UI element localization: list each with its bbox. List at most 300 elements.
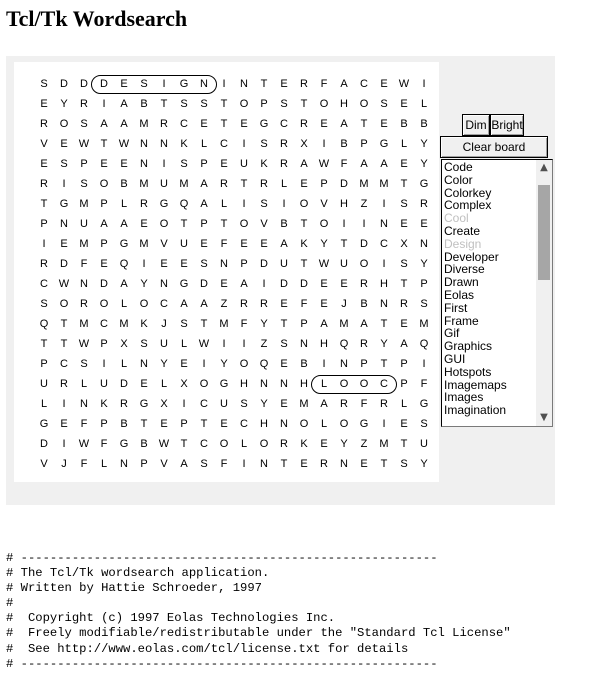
grid-letter[interactable]: Y: [420, 138, 428, 150]
grid-letter[interactable]: W: [58, 278, 70, 290]
grid-letter[interactable]: P: [100, 198, 108, 210]
grid-letter[interactable]: E: [320, 298, 328, 310]
grid-letter[interactable]: U: [160, 178, 168, 190]
grid-letter[interactable]: P: [240, 258, 248, 270]
grid-letter[interactable]: E: [280, 358, 288, 370]
grid-letter[interactable]: E: [420, 218, 428, 230]
grid-letter[interactable]: Q: [179, 198, 189, 210]
grid-letter[interactable]: A: [400, 338, 408, 350]
grid-letter[interactable]: C: [280, 118, 288, 130]
grid-letter[interactable]: L: [400, 138, 408, 150]
grid-letter[interactable]: X: [400, 238, 408, 250]
grid-letter[interactable]: W: [158, 438, 170, 450]
grid-letter[interactable]: S: [280, 338, 288, 350]
grid-letter[interactable]: E: [280, 78, 288, 90]
grid-letter[interactable]: E: [40, 98, 48, 110]
grid-letter[interactable]: Q: [119, 258, 129, 270]
grid-letter[interactable]: W: [78, 338, 90, 350]
grid-letter[interactable]: F: [300, 298, 308, 310]
grid-letter[interactable]: L: [280, 178, 288, 190]
grid-letter[interactable]: V: [40, 458, 48, 470]
grid-letter[interactable]: E: [380, 78, 388, 90]
grid-letter[interactable]: R: [220, 178, 228, 190]
grid-letter[interactable]: R: [320, 458, 328, 470]
grid-letter[interactable]: A: [120, 118, 128, 130]
grid-letter[interactable]: R: [240, 298, 248, 310]
grid-letter[interactable]: Y: [60, 98, 68, 110]
grid-letter[interactable]: I: [322, 358, 326, 370]
grid-letter[interactable]: T: [400, 178, 408, 190]
grid-letter[interactable]: I: [362, 218, 366, 230]
grid-letter[interactable]: R: [120, 398, 128, 410]
grid-letter[interactable]: H: [260, 418, 268, 430]
grid-letter[interactable]: I: [422, 358, 426, 370]
grid-letter[interactable]: R: [400, 298, 408, 310]
grid-letter[interactable]: S: [260, 198, 268, 210]
grid-letter[interactable]: Z: [360, 438, 368, 450]
grid-letter[interactable]: T: [280, 318, 288, 330]
grid-letter[interactable]: E: [300, 458, 308, 470]
grid-letter[interactable]: I: [422, 78, 426, 90]
grid-letter[interactable]: R: [300, 118, 308, 130]
word-list-item[interactable]: Color: [444, 172, 473, 187]
grid-letter[interactable]: Y: [340, 438, 348, 450]
grid-letter[interactable]: A: [100, 118, 108, 130]
grid-letter[interactable]: E: [100, 258, 108, 270]
grid-letter[interactable]: M: [139, 118, 149, 130]
grid-letter[interactable]: N: [140, 158, 148, 170]
grid-letter[interactable]: P: [300, 318, 308, 330]
grid-letter[interactable]: S: [380, 98, 388, 110]
grid-letter[interactable]: O: [319, 98, 329, 110]
grid-letter[interactable]: U: [420, 438, 428, 450]
grid-letter[interactable]: F: [220, 458, 228, 470]
grid-letter[interactable]: N: [160, 138, 168, 150]
grid-letter[interactable]: J: [161, 318, 167, 330]
grid-letter[interactable]: I: [222, 78, 226, 90]
grid-letter[interactable]: G: [419, 398, 429, 410]
grid-letter[interactable]: W: [318, 258, 330, 270]
grid-letter[interactable]: I: [242, 198, 246, 210]
grid-letter[interactable]: A: [240, 278, 248, 290]
grid-letter[interactable]: A: [200, 178, 208, 190]
grid-letter[interactable]: S: [240, 398, 248, 410]
grid-letter[interactable]: I: [202, 358, 206, 370]
bright-button[interactable]: Bright: [490, 114, 524, 136]
grid-letter[interactable]: Y: [160, 358, 168, 370]
grid-letter[interactable]: T: [300, 98, 308, 110]
grid-letter[interactable]: G: [379, 138, 389, 150]
word-list-item[interactable]: Developer: [444, 249, 499, 264]
grid-letter[interactable]: Y: [260, 398, 268, 410]
grid-letter[interactable]: S: [180, 98, 188, 110]
grid-letter[interactable]: S: [400, 198, 408, 210]
grid-letter[interactable]: T: [300, 218, 308, 230]
grid-letter[interactable]: B: [120, 418, 128, 430]
word-list-item[interactable]: First: [444, 300, 468, 315]
grid-letter[interactable]: Q: [419, 338, 429, 350]
grid-letter[interactable]: P: [200, 158, 208, 170]
grid-letter[interactable]: V: [260, 218, 268, 230]
grid-letter[interactable]: H: [320, 338, 328, 350]
grid-letter[interactable]: T: [160, 98, 168, 110]
grid-letter[interactable]: L: [220, 198, 228, 210]
grid-letter[interactable]: C: [180, 118, 188, 130]
grid-letter[interactable]: G: [259, 118, 269, 130]
grid-letter[interactable]: X: [300, 138, 308, 150]
grid-letter[interactable]: G: [359, 418, 369, 430]
grid-letter[interactable]: R: [280, 138, 288, 150]
grid-letter[interactable]: Q: [259, 358, 269, 370]
grid-letter[interactable]: F: [340, 158, 348, 170]
grid-letter[interactable]: G: [179, 278, 189, 290]
grid-letter[interactable]: W: [398, 78, 410, 90]
grid-letter[interactable]: U: [160, 338, 168, 350]
grid-letter[interactable]: E: [220, 278, 228, 290]
grid-letter[interactable]: A: [300, 158, 308, 170]
grid-letter[interactable]: A: [340, 78, 348, 90]
grid-letter[interactable]: E: [100, 158, 108, 170]
grid-letter[interactable]: E: [60, 138, 68, 150]
grid-letter[interactable]: T: [180, 438, 188, 450]
grid-letter[interactable]: T: [260, 78, 268, 90]
grid-letter[interactable]: W: [198, 338, 210, 350]
grid-letter[interactable]: Q: [39, 318, 49, 330]
grid-letter[interactable]: E: [400, 418, 408, 430]
grid-letter[interactable]: D: [60, 78, 68, 90]
grid-letter[interactable]: I: [262, 278, 266, 290]
grid-letter[interactable]: P: [320, 178, 328, 190]
grid-letter[interactable]: U: [280, 258, 288, 270]
grid-letter[interactable]: G: [419, 178, 429, 190]
grid-letter[interactable]: H: [240, 378, 248, 390]
grid-letter[interactable]: S: [200, 458, 208, 470]
grid-letter[interactable]: E: [400, 318, 408, 330]
grid-letter[interactable]: I: [162, 158, 166, 170]
grid-letter[interactable]: E: [60, 238, 68, 250]
grid-letter[interactable]: F: [220, 238, 228, 250]
grid-letter[interactable]: H: [340, 198, 348, 210]
grid-letter[interactable]: D: [300, 278, 308, 290]
grid-letter[interactable]: T: [380, 358, 388, 370]
grid-letter[interactable]: O: [219, 438, 229, 450]
grid-letter[interactable]: R: [360, 338, 368, 350]
grid-letter[interactable]: N: [160, 278, 168, 290]
grid-letter[interactable]: U: [220, 398, 228, 410]
grid-letter[interactable]: I: [62, 438, 66, 450]
grid-letter[interactable]: Y: [140, 278, 148, 290]
grid-letter[interactable]: R: [60, 378, 68, 390]
grid-letter[interactable]: W: [78, 438, 90, 450]
grid-letter[interactable]: E: [240, 238, 248, 250]
grid-letter[interactable]: M: [419, 318, 429, 330]
grid-letter[interactable]: T: [40, 198, 48, 210]
grid-letter[interactable]: T: [180, 218, 188, 230]
word-list-item[interactable]: Images: [444, 390, 484, 405]
grid-letter[interactable]: I: [142, 258, 146, 270]
grid-letter[interactable]: O: [239, 358, 249, 370]
grid-letter[interactable]: D: [80, 78, 88, 90]
grid-letter[interactable]: B: [140, 438, 148, 450]
grid-letter[interactable]: P: [400, 358, 408, 370]
grid-letter[interactable]: L: [400, 398, 408, 410]
grid-letter[interactable]: O: [299, 198, 309, 210]
grid-letter[interactable]: E: [180, 258, 188, 270]
grid-letter[interactable]: P: [80, 158, 88, 170]
grid-letter[interactable]: U: [100, 378, 108, 390]
grid-letter[interactable]: K: [180, 138, 188, 150]
grid-letter[interactable]: S: [260, 138, 268, 150]
grid-letter[interactable]: B: [140, 98, 148, 110]
grid-letter[interactable]: E: [140, 378, 148, 390]
grid-letter[interactable]: C: [380, 378, 388, 390]
grid-letter[interactable]: B: [420, 118, 428, 130]
grid-letter[interactable]: F: [80, 418, 88, 430]
grid-letter[interactable]: E: [340, 278, 348, 290]
grid-letter[interactable]: F: [100, 438, 108, 450]
grid-letter[interactable]: L: [420, 98, 428, 110]
word-list-item[interactable]: Cool: [444, 211, 469, 226]
grid-letter[interactable]: L: [160, 378, 168, 390]
grid-letter[interactable]: Z: [360, 198, 368, 210]
grid-letter[interactable]: E: [140, 218, 148, 230]
grid-letter[interactable]: A: [180, 298, 188, 310]
grid-letter[interactable]: I: [382, 258, 386, 270]
grid-letter[interactable]: T: [300, 258, 308, 270]
grid-letter[interactable]: L: [40, 398, 48, 410]
word-list-item[interactable]: Hotspots: [444, 364, 492, 379]
grid-letter[interactable]: N: [300, 338, 308, 350]
grid-letter[interactable]: Y: [320, 238, 328, 250]
grid-letter[interactable]: S: [80, 358, 88, 370]
grid-letter[interactable]: C: [240, 418, 248, 430]
grid-letter[interactable]: R: [140, 198, 148, 210]
grid-letter[interactable]: R: [80, 298, 88, 310]
grid-letter[interactable]: I: [182, 398, 186, 410]
grid-letter[interactable]: E: [360, 458, 368, 470]
grid-letter[interactable]: W: [78, 138, 90, 150]
grid-letter[interactable]: X: [160, 398, 168, 410]
grid-letter[interactable]: I: [42, 238, 46, 250]
grid-letter[interactable]: Z: [220, 298, 228, 310]
grid-letter[interactable]: U: [240, 158, 248, 170]
grid-letter[interactable]: C: [380, 238, 388, 250]
grid-letter[interactable]: N: [260, 378, 268, 390]
grid-letter[interactable]: L: [100, 458, 108, 470]
grid-letter[interactable]: R: [280, 158, 288, 170]
grid-letter[interactable]: D: [260, 258, 268, 270]
grid-letter[interactable]: E: [120, 78, 128, 90]
grid-letter[interactable]: K: [300, 438, 308, 450]
grid-letter[interactable]: F: [360, 398, 368, 410]
grid-letter[interactable]: O: [199, 378, 209, 390]
grid-letter[interactable]: A: [360, 318, 368, 330]
grid-letter[interactable]: O: [359, 98, 369, 110]
grid-letter[interactable]: S: [40, 78, 48, 90]
grid-letter[interactable]: Y: [420, 258, 428, 270]
grid-letter[interactable]: T: [200, 318, 208, 330]
grid-letter[interactable]: M: [179, 178, 189, 190]
grid-letter[interactable]: U: [340, 258, 348, 270]
grid-letter[interactable]: R: [300, 78, 308, 90]
grid-letter[interactable]: N: [340, 358, 348, 370]
word-list-item[interactable]: Eolas: [444, 287, 475, 302]
grid-letter[interactable]: T: [240, 178, 248, 190]
grid-letter[interactable]: I: [342, 218, 346, 230]
grid-letter[interactable]: U: [80, 218, 88, 230]
grid-letter[interactable]: B: [280, 218, 288, 230]
grid-letter[interactable]: O: [339, 378, 349, 390]
grid-letter[interactable]: A: [200, 198, 208, 210]
grid-letter[interactable]: F: [320, 78, 328, 90]
grid-letter[interactable]: N: [380, 298, 388, 310]
grid-letter[interactable]: O: [59, 298, 69, 310]
grid-letter[interactable]: H: [380, 278, 388, 290]
word-list-item[interactable]: GUI: [444, 351, 466, 366]
grid-letter[interactable]: O: [139, 298, 149, 310]
grid-letter[interactable]: P: [140, 458, 148, 470]
grid-letter[interactable]: I: [382, 198, 386, 210]
grid-letter[interactable]: T: [200, 418, 208, 430]
word-list-item[interactable]: Imagination: [444, 403, 507, 418]
grid-letter[interactable]: A: [120, 218, 128, 230]
grid-letter[interactable]: O: [99, 298, 109, 310]
grid-letter[interactable]: G: [159, 198, 169, 210]
grid-letter[interactable]: M: [139, 178, 149, 190]
grid-letter[interactable]: F: [80, 258, 88, 270]
grid-letter[interactable]: Z: [260, 338, 268, 350]
grid-letter[interactable]: T: [280, 458, 288, 470]
word-list-scrollbar[interactable]: [536, 160, 552, 426]
word-list-item[interactable]: Drawn: [444, 275, 479, 290]
grid-letter[interactable]: T: [100, 138, 108, 150]
grid-letter[interactable]: E: [200, 118, 208, 130]
grid-letter[interactable]: S: [80, 118, 88, 130]
grid-letter[interactable]: E: [320, 438, 328, 450]
grid-letter[interactable]: O: [239, 218, 249, 230]
grid-letter[interactable]: I: [102, 358, 106, 370]
grid-letter[interactable]: N: [260, 458, 268, 470]
grid-letter[interactable]: T: [400, 438, 408, 450]
grid-letter[interactable]: N: [220, 258, 228, 270]
grid-letter[interactable]: T: [140, 418, 148, 430]
dim-button[interactable]: Dim: [462, 114, 490, 136]
grid-letter[interactable]: M: [379, 438, 389, 450]
word-list-item[interactable]: Frame: [444, 313, 479, 328]
grid-letter[interactable]: P: [420, 278, 428, 290]
grid-letter[interactable]: M: [219, 318, 229, 330]
grid-letter[interactable]: O: [339, 418, 349, 430]
grid-letter[interactable]: E: [220, 158, 228, 170]
letter-grid[interactable]: [34, 74, 434, 474]
grid-letter[interactable]: G: [119, 238, 129, 250]
grid-letter[interactable]: S: [200, 98, 208, 110]
grid-letter[interactable]: R: [380, 398, 388, 410]
grid-letter[interactable]: N: [80, 398, 88, 410]
grid-letter[interactable]: N: [280, 378, 288, 390]
grid-letter[interactable]: P: [100, 418, 108, 430]
grid-letter[interactable]: D: [40, 438, 48, 450]
grid-letter[interactable]: E: [40, 158, 48, 170]
grid-letter[interactable]: A: [200, 298, 208, 310]
grid-letter[interactable]: C: [100, 318, 108, 330]
grid-letter[interactable]: C: [60, 358, 68, 370]
grid-letter[interactable]: G: [179, 78, 189, 90]
grid-letter[interactable]: E: [280, 398, 288, 410]
grid-letter[interactable]: M: [79, 238, 89, 250]
grid-letter[interactable]: A: [360, 158, 368, 170]
grid-letter[interactable]: J: [341, 298, 347, 310]
grid-letter[interactable]: P: [360, 358, 368, 370]
grid-letter[interactable]: T: [380, 318, 388, 330]
grid-letter[interactable]: K: [140, 318, 148, 330]
scroll-up-arrow-icon[interactable]: ▲: [540, 162, 548, 173]
grid-letter[interactable]: O: [359, 378, 369, 390]
grid-letter[interactable]: D: [360, 238, 368, 250]
scroll-down-arrow-icon[interactable]: ▼: [540, 412, 548, 423]
word-list-item[interactable]: Code: [444, 160, 473, 174]
grid-letter[interactable]: C: [200, 398, 208, 410]
grid-letter[interactable]: E: [300, 178, 308, 190]
grid-letter[interactable]: K: [260, 158, 268, 170]
grid-letter[interactable]: U: [40, 378, 48, 390]
grid-letter[interactable]: T: [360, 118, 368, 130]
grid-letter[interactable]: G: [59, 198, 69, 210]
grid-letter[interactable]: P: [400, 378, 408, 390]
grid-letter[interactable]: S: [140, 78, 148, 90]
grid-letter[interactable]: N: [60, 218, 68, 230]
grid-letter[interactable]: E: [320, 118, 328, 130]
grid-letter[interactable]: G: [139, 398, 149, 410]
grid-letter[interactable]: S: [200, 258, 208, 270]
grid-letter[interactable]: D: [200, 278, 208, 290]
grid-letter[interactable]: T: [400, 278, 408, 290]
grid-letter[interactable]: I: [62, 178, 66, 190]
grid-letter[interactable]: S: [180, 318, 188, 330]
grid-letter[interactable]: T: [220, 118, 228, 130]
grid-letter[interactable]: A: [120, 98, 128, 110]
grid-letter[interactable]: H: [300, 378, 308, 390]
grid-letter[interactable]: N: [140, 358, 148, 370]
word-list-item[interactable]: Imagemaps: [444, 377, 507, 392]
grid-letter[interactable]: S: [60, 158, 68, 170]
grid-letter[interactable]: D: [280, 278, 288, 290]
grid-letter[interactable]: M: [299, 398, 309, 410]
grid-letter[interactable]: Y: [260, 318, 268, 330]
grid-letter[interactable]: I: [242, 458, 246, 470]
grid-letter[interactable]: E: [280, 298, 288, 310]
clear-board-button[interactable]: Clear board: [440, 136, 548, 158]
grid-letter[interactable]: F: [240, 318, 248, 330]
grid-letter[interactable]: Y: [220, 358, 228, 370]
grid-letter[interactable]: L: [240, 438, 248, 450]
word-list-item[interactable]: Graphics: [444, 339, 493, 354]
grid-letter[interactable]: R: [340, 398, 348, 410]
grid-letter[interactable]: T: [220, 218, 228, 230]
grid-letter[interactable]: R: [40, 118, 48, 130]
grid-letter[interactable]: F: [420, 378, 428, 390]
grid-letter[interactable]: N: [240, 78, 248, 90]
grid-letter[interactable]: Y: [380, 338, 388, 350]
grid-letter[interactable]: T: [380, 458, 388, 470]
grid-letter[interactable]: V: [160, 458, 168, 470]
grid-letter[interactable]: O: [239, 98, 249, 110]
grid-letter[interactable]: L: [180, 338, 188, 350]
grid-letter[interactable]: L: [120, 298, 128, 310]
grid-letter[interactable]: E: [380, 118, 388, 130]
grid-letter[interactable]: N: [200, 78, 208, 90]
grid-letter[interactable]: R: [40, 178, 48, 190]
